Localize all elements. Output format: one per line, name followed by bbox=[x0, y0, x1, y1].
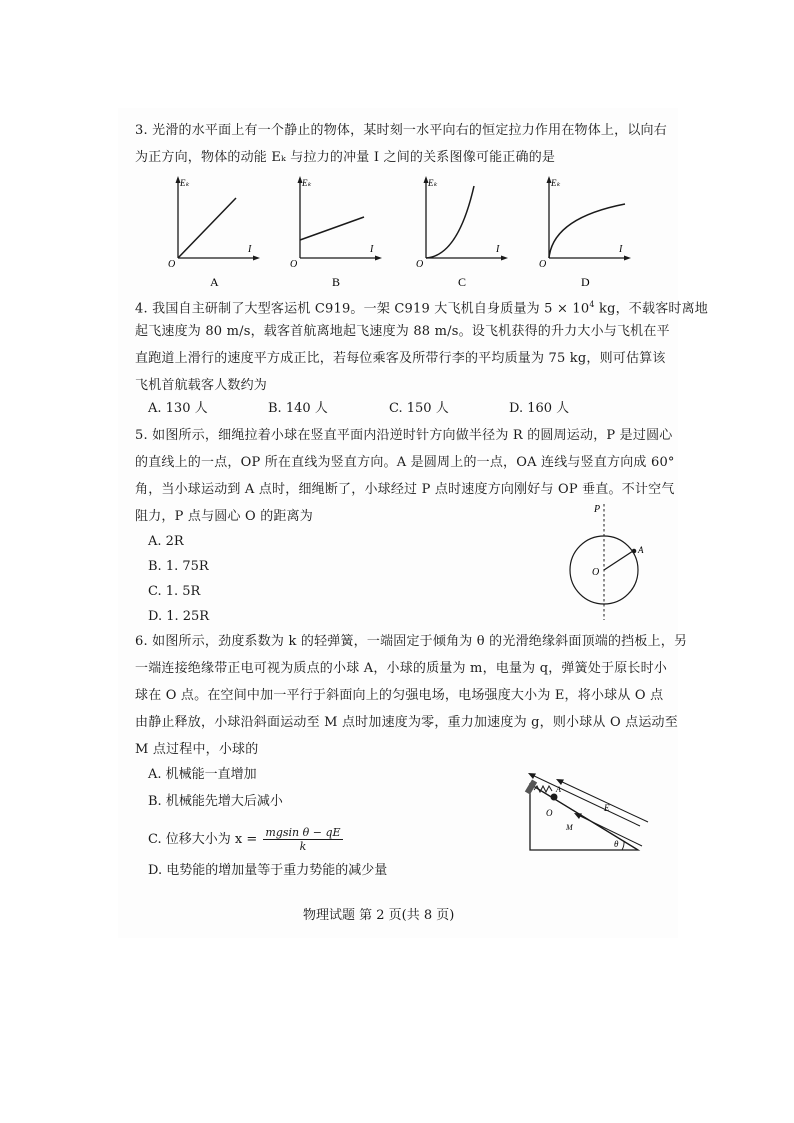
graph-b-origin: O bbox=[290, 259, 298, 270]
graph-c-origin: O bbox=[416, 259, 424, 270]
graph-d-letter: D bbox=[581, 275, 590, 289]
graph-c-y-label: Eₖ bbox=[428, 178, 438, 188]
q6-line-1: 6. 如图所示，劲度系数为 k 的轻弹簧，一端固定于倾角为 θ 的光滑绝缘斜面顶端的挡板上，另 bbox=[135, 634, 688, 649]
graph-a-letter: A bbox=[210, 275, 219, 289]
graph-d-x-label: I bbox=[619, 244, 623, 255]
q4-option-a: A. 130 人 bbox=[148, 401, 208, 416]
q6-label-m: M bbox=[566, 823, 573, 832]
q3-graph-b bbox=[288, 174, 384, 290]
q5-line-1: 5. 如图所示，细绳拉着小球在竖直平面内沿逆时针方向做半径为 R 的圆周运动，P 是过圆心 bbox=[135, 428, 673, 443]
q4-line-3: 直跑道上滑行的速度平方成正比，若每位乘客及所带行李的平均质量为 75 kg，则可估算该 bbox=[135, 351, 666, 366]
q6-option-c bbox=[148, 826, 345, 853]
graph-b-y-label: Eₖ bbox=[302, 178, 312, 188]
q5-label-p: P bbox=[594, 504, 601, 515]
q5-circle-diagram bbox=[560, 500, 660, 624]
q5-line-3: 角，当小球运动到 A 点时，细绳断了，小球经过 P 点时速度方向刚好与 OP 垂直。不计空气 bbox=[135, 482, 675, 497]
q6-label-e: E bbox=[604, 803, 610, 813]
q5-option-d: D. 1. 25R bbox=[148, 609, 210, 624]
q6-label-a: A bbox=[556, 785, 561, 794]
q5-line-2: 的直线上的一点，OP 所在直线为竖直方向。A 是圆周上的一点，OA 连线与竖直方向成 60° bbox=[135, 455, 675, 470]
q3-line-1: 3. 光滑的水平面上有一个静止的物体，某时刻一水平向右的恒定拉力作用在物体上，以向右 bbox=[135, 123, 667, 138]
graph-a-y-label: Eₖ bbox=[180, 178, 190, 188]
graph-a-origin: O bbox=[168, 259, 176, 270]
q6-label-o: O bbox=[546, 808, 553, 818]
q5-option-c: C. 1. 5R bbox=[148, 584, 201, 599]
q4-line-1-unit: kg，不载客时离地 bbox=[594, 301, 708, 317]
q4-exponent: 4 bbox=[589, 300, 595, 309]
q3-graph-a bbox=[166, 174, 262, 290]
q5-option-a: A. 2R bbox=[148, 534, 184, 549]
q6-option-c-prefix: C. 位移大小为 x = bbox=[148, 832, 258, 847]
graph-c-letter: C bbox=[458, 275, 467, 289]
q3-line-2: 为正方向，物体的动能 Eₖ 与拉力的冲量 I 之间的关系图像可能正确的是 bbox=[135, 150, 556, 165]
graph-d-origin: O bbox=[539, 259, 547, 270]
q4-line-1 bbox=[135, 296, 708, 318]
q3-graph-d bbox=[537, 174, 633, 290]
q6-incline-diagram bbox=[520, 770, 650, 854]
q6-option-a: A. 机械能一直增加 bbox=[148, 767, 257, 782]
q4-option-d: D. 160 人 bbox=[509, 401, 570, 416]
q5-option-b: B. 1. 75R bbox=[148, 559, 209, 574]
q4-line-4: 飞机首航载客人数约为 bbox=[135, 378, 268, 393]
q6-fraction-denominator: k bbox=[299, 840, 307, 853]
graph-c-x-label: I bbox=[496, 244, 500, 255]
q6-line-4: 由静止释放，小球沿斜面运动至 M 点时加速度为零，重力加速度为 g，则小球从 O 点运动至 bbox=[135, 715, 678, 730]
graph-d-y-label: Eₖ bbox=[551, 178, 561, 188]
q6-option-c-fraction bbox=[263, 826, 342, 853]
graph-b-x-label: I bbox=[370, 244, 374, 255]
q6-line-3: 球在 O 点。在空间中加一平行于斜面向上的匀强电场，电场强度大小为 E，将小球从 O 点 bbox=[135, 688, 664, 703]
q5-label-a: A bbox=[638, 545, 644, 555]
graph-a-x-label: I bbox=[248, 244, 252, 255]
q6-option-b: B. 机械能先增大后减小 bbox=[148, 794, 283, 809]
q6-line-2: 一端连接绝缘带正电可视为质点的小球 A，小球的质量为 m，电量为 q，弹簧处于原长时小 bbox=[135, 661, 668, 676]
q6-line-5: M 点过程中，小球的 bbox=[135, 742, 259, 757]
q4-line-2: 起飞速度为 80 m/s，载客首航离地起飞速度为 88 m/s。设飞机获得的升力大小与飞机在平 bbox=[135, 324, 670, 339]
q6-fraction-numerator: mgsin θ − qE bbox=[265, 826, 341, 839]
q6-option-d: D. 电势能的增加量等于重力势能的减少量 bbox=[148, 863, 388, 878]
q3-graph-c bbox=[414, 174, 510, 290]
q6-label-theta: θ bbox=[614, 839, 619, 849]
q4-option-c: C. 150 人 bbox=[389, 401, 449, 416]
graph-b-letter: B bbox=[332, 275, 341, 289]
q4-option-b: B. 140 人 bbox=[268, 401, 328, 416]
q5-line-4: 阻力，P 点与圆心 O 的距离为 bbox=[135, 509, 314, 524]
q5-label-o: O bbox=[592, 567, 600, 578]
q4-line-1-text: 4. 我国自主研制了大型客运机 C919。一架 C919 大飞机自身质量为 5 × 10 bbox=[135, 301, 590, 317]
page-footer: 物理试题 第 2 页(共 8 页) bbox=[303, 908, 455, 923]
